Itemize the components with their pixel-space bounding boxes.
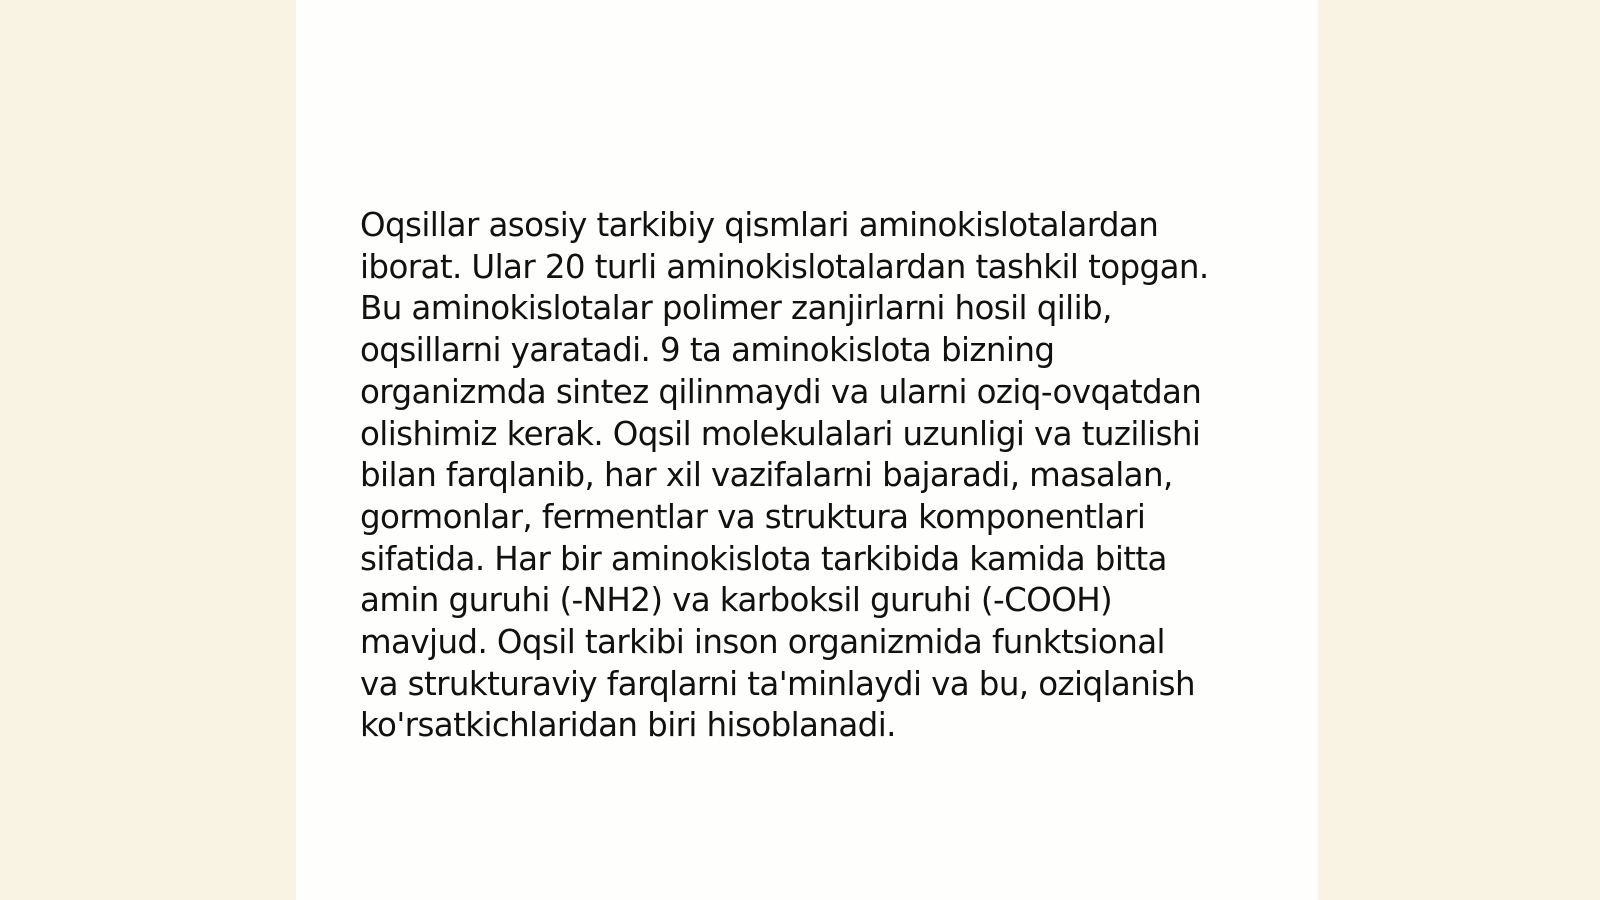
paragraph-line: iborat. Ular 20 turli aminokislotalardan tashkil topgan.: [360, 247, 1209, 286]
paragraph-line: oqsillarni yaratadi. 9 ta aminokislota bizning: [360, 331, 1055, 370]
slide-body-paragraph: [360, 205, 1260, 747]
paragraph-line: va strukturaviy farqlarni ta'minlaydi va bu, oziqlanish: [360, 664, 1195, 703]
paragraph-line: sifatida. Har bir aminokislota tarkibida kamida bitta: [360, 539, 1167, 578]
paragraph-line: ko'rsatkichlaridan biri hisoblanadi.: [360, 706, 896, 745]
paragraph-line: gormonlar, fermentlar va struktura komponentlari: [360, 497, 1146, 536]
paragraph-line: mavjud. Oqsil tarkibi inson organizmida funktsional: [360, 623, 1165, 662]
right-margin-band: [1318, 0, 1600, 900]
paragraph-line: bilan farqlanib, har xil vazifalarni bajaradi, masalan,: [360, 456, 1173, 495]
paragraph-line: Oqsillar asosiy tarkibiy qismlari aminokislotalardan: [360, 206, 1159, 244]
paragraph-line: olishimiz kerak. Oqsil molekulalari uzunligi va tuzilishi: [360, 414, 1201, 453]
left-margin-band: [0, 0, 296, 900]
paragraph-line: organizmda sintez qilinmaydi va ularni oziq-ovqatdan: [360, 372, 1202, 411]
paragraph-line: amin guruhi (-NH2) va karboksil guruhi (-COOH): [360, 581, 1113, 620]
paragraph-line: Bu aminokislotalar polimer zanjirlarni hosil qilib,: [360, 289, 1112, 328]
